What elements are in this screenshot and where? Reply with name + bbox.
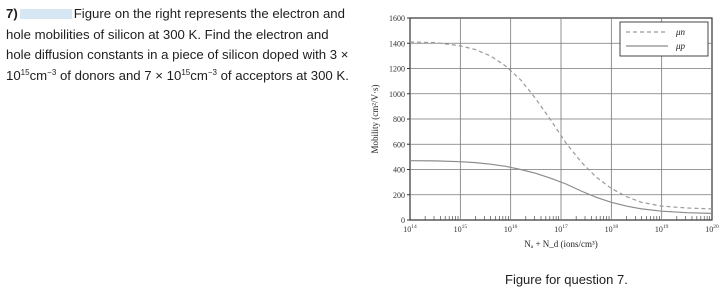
question-line-4 [6,66,358,87]
x-tick-label: $10^{17}$ [554,224,568,234]
y-tick-label: 1600 [389,14,405,23]
question-line-3: hole diffusion constants in a piece of silicon doped with 3 × [6,47,349,63]
q4-d: cm [190,67,208,83]
x-tick-label: $10^{15}$ [453,224,468,234]
y-tick-label: 200 [393,190,405,200]
question-line-2: hole mobilities of silicon at 300 K. Find the electron and [6,26,329,42]
x-tick-label: $10^{19}$ [654,224,669,234]
y-axis-label: Mobility (cm²/V·s) [370,84,380,154]
x-axis-label: Nₐ + N_d (ions/cm³) [524,239,598,249]
mobility-chart-svg [362,4,728,264]
mobility-chart [362,4,728,264]
x-tick-label: $10^{16}$ [503,224,518,234]
q4-exp3: 15 [181,67,191,77]
y-tick-label: 0 [401,216,405,225]
question-text [6,4,358,86]
y-tick-label: 600 [393,140,405,150]
y-tick-label: 1400 [389,39,405,49]
x-tick-label: $10^{20}$ [705,224,719,234]
q4-exp4: −3 [207,67,217,77]
y-tick-label: 400 [393,165,405,175]
q4-a: 10 [6,67,21,83]
legend-label: μp [676,41,686,51]
y-tick-label: 1000 [389,89,405,99]
x-tick-label: $10^{14}$ [403,224,417,234]
y-tick-label: 1200 [389,64,405,74]
legend-label: μn [676,27,686,37]
question-line-1-text: Figure on the right represents the electron and [73,6,345,21]
legend-box [620,22,708,56]
question-line-1 [6,4,358,25]
y-tick-label: 800 [393,115,405,124]
figure-caption: Figure for question 7. [505,272,628,287]
q4-exp2: −3 [47,67,57,77]
q4-e: of acceptors at 300 K. [216,67,349,83]
q4-c: of donors and 7 × 10 [56,67,182,83]
redacted-mark [20,9,72,19]
x-tick-label: $10^{18}$ [604,224,619,234]
q4-b: cm [29,67,48,83]
question-number: 7) [6,6,18,21]
q4-exp1: 15 [20,67,30,77]
